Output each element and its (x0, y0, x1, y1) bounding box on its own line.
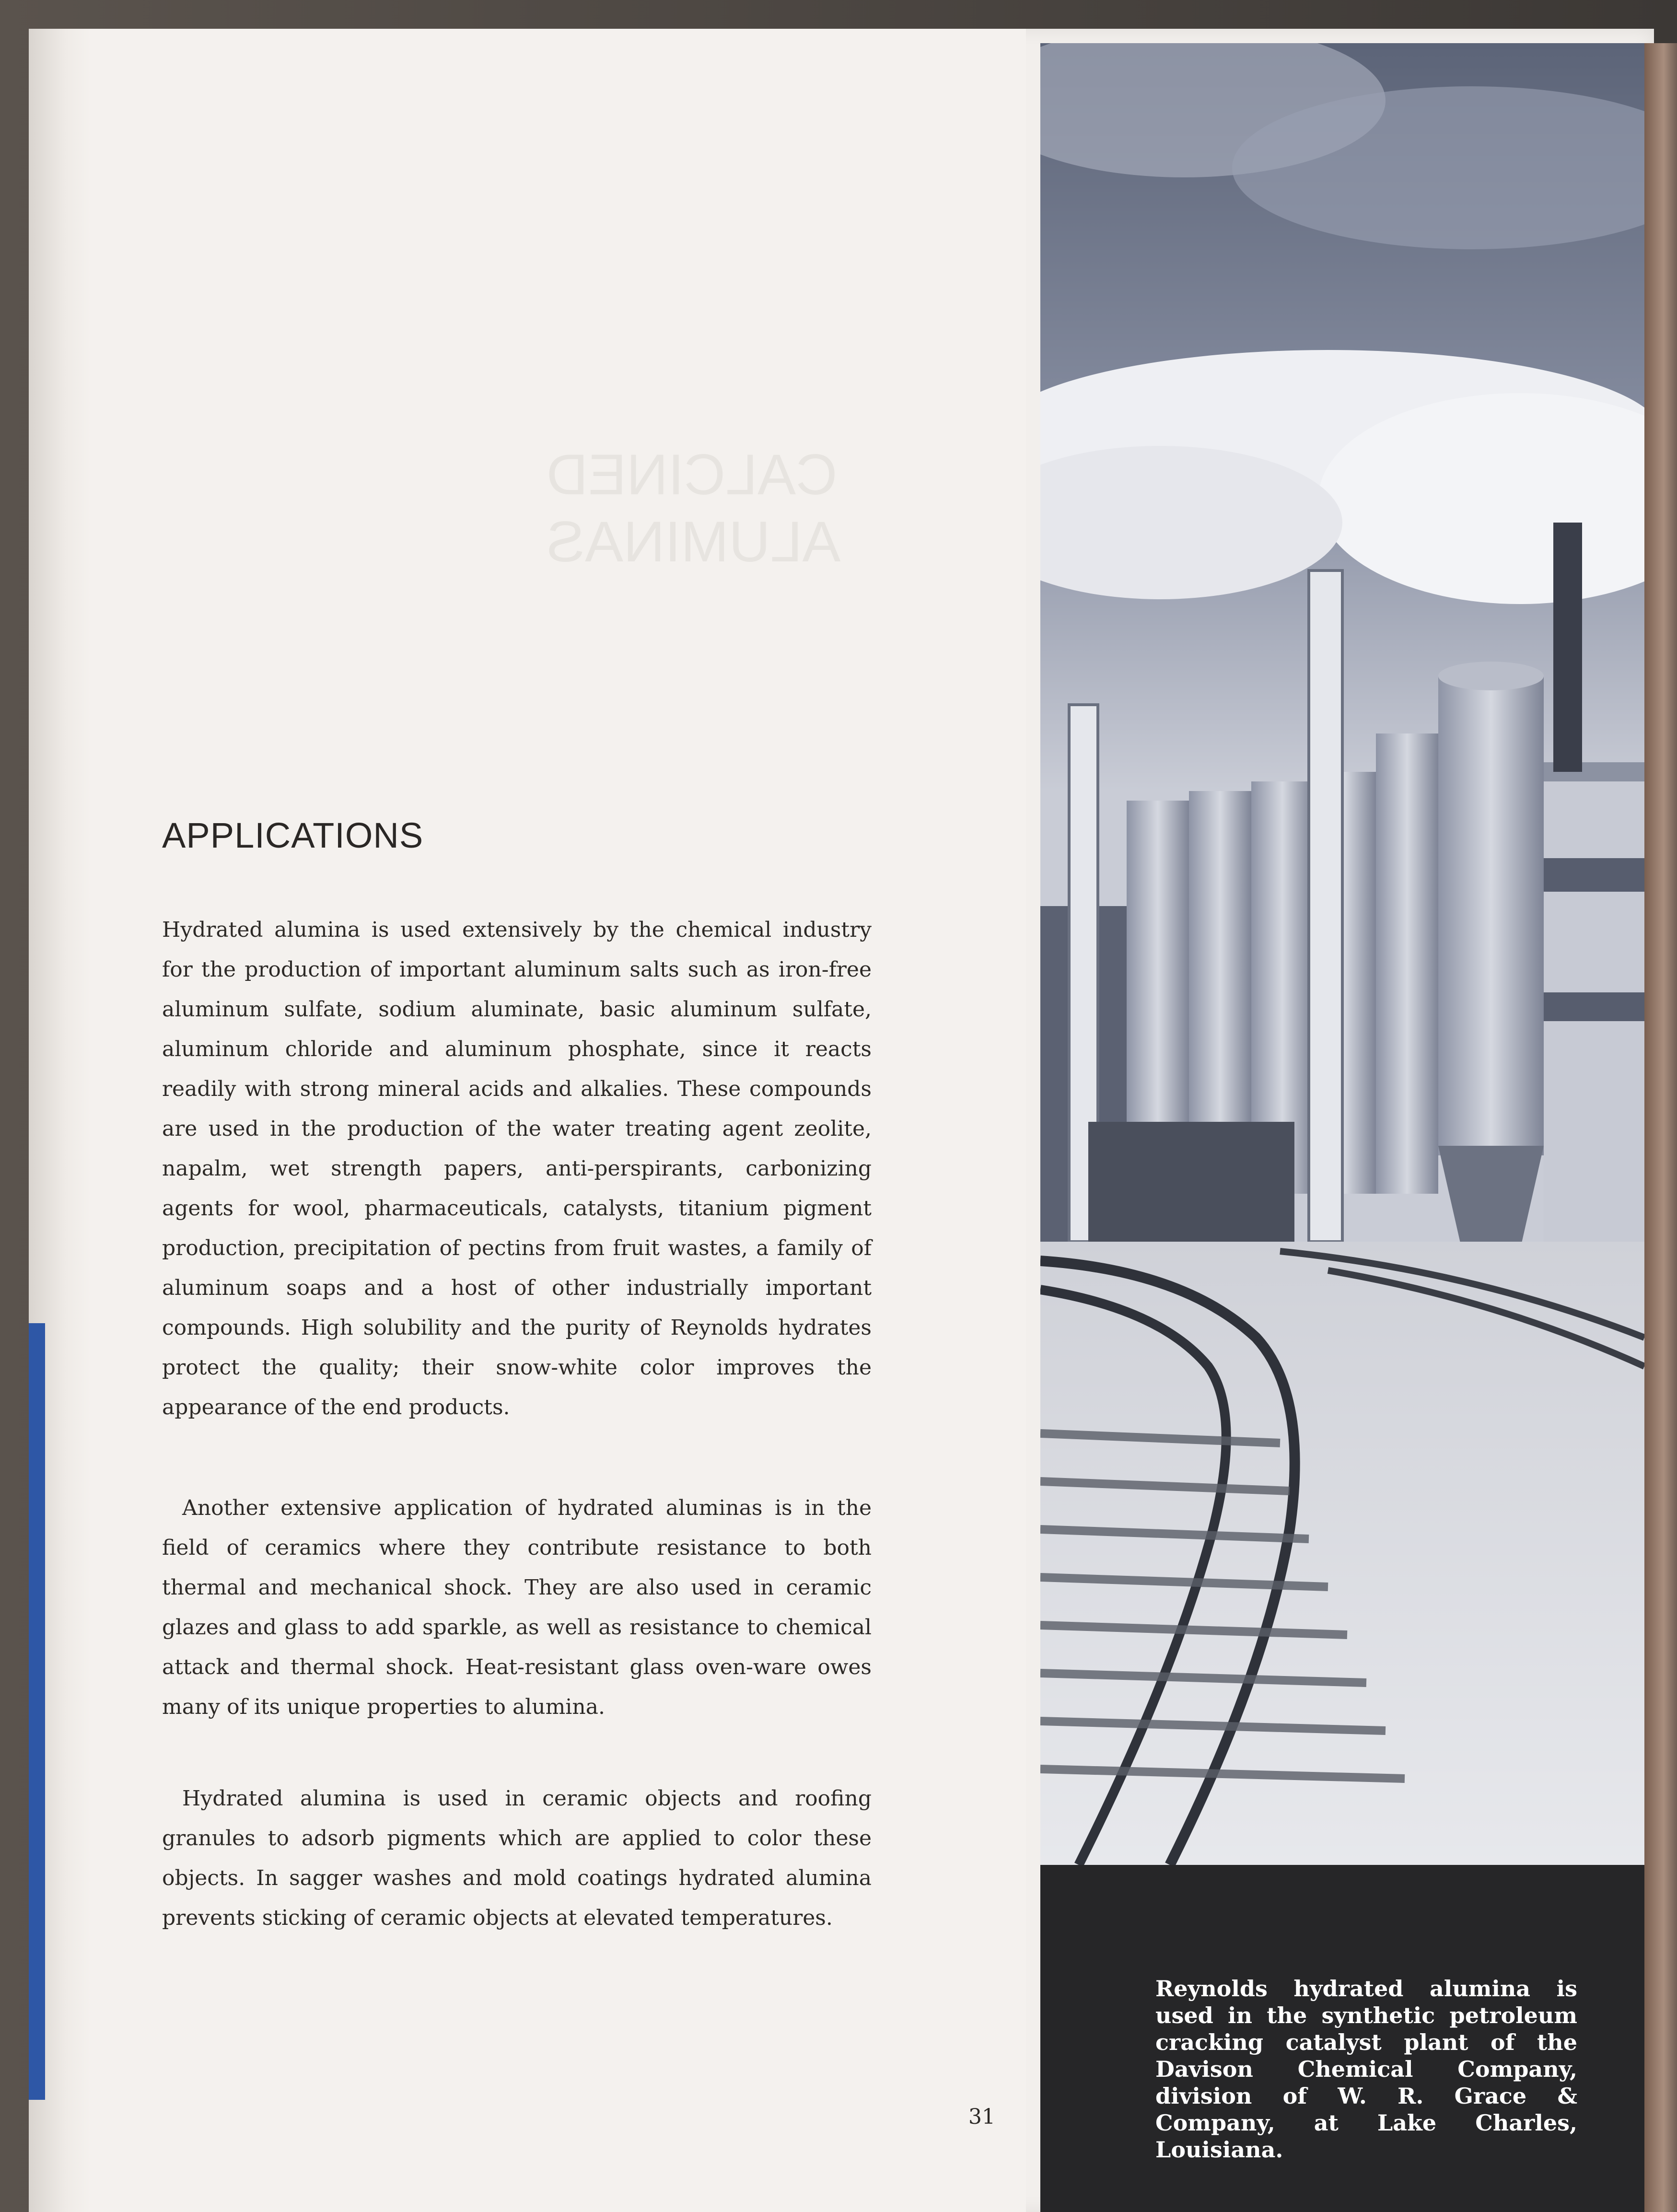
page-number: 31 (968, 2105, 995, 2129)
paragraph-1: Hydrated alumina is used extensively by the chemical industry for the production of important aluminum salts such as iron-free aluminum sulfate, sodium aluminate, basic aluminum sulfate, aluminum chloride and aluminum phosphate, since it reacts readily with strong mineral acids and alkalies. These compounds are used in the production of the water treating agent zeolite, napalm, wet strength papers, anti-perspirants, carbonizing agents for wool, pharmaceuticals, catalysts, titanium pigment production, precipitation of pectins from fruit wastes, a family of aluminum soaps and a host of other industrially important compounds. High solubility and the purity of Reynolds hydrates protect the quality; their snow-white color improves the appearance of the end products. (162, 918, 872, 1420)
photo-caption: Reynolds hydrated alumina is used in the synthetic petroleum cracking catalyst plant of the Davison Chemical Company, division of W. R. Grace & Company, at Lake Charles, Louisiana. (1155, 1976, 1577, 2163)
blue-tab-edge (29, 1323, 45, 2100)
page (29, 29, 1654, 2212)
page-edge (1644, 43, 1677, 2212)
text-column (29, 29, 1026, 2212)
bleed-through-text: CALCINED ALUMINAS (547, 442, 841, 574)
paragraph-2: Another extensive application of hydrated aluminas is in the field of ceramics where they contribute resistance to both thermal and mechanical shock. They are also used in ceramic glazes and glass to add sparkle, as well as resistance to chemical attack and thermal shock. Heat-resistant glass oven-ware owes many of its unique properties to alumina. (162, 1496, 872, 1719)
plant-photograph (1040, 43, 1644, 1865)
section-heading: APPLICATIONS (162, 815, 424, 855)
paragraph-3: Hydrated alumina is used in ceramic objects and roofing granules to adsorb pigments which are applied to color these objects. In sagger washes and mold coatings hydrated alumina prevents sticking of ceramic objects at elevated temperatures. (162, 1786, 872, 1930)
caption-panel (1040, 1865, 1644, 2212)
